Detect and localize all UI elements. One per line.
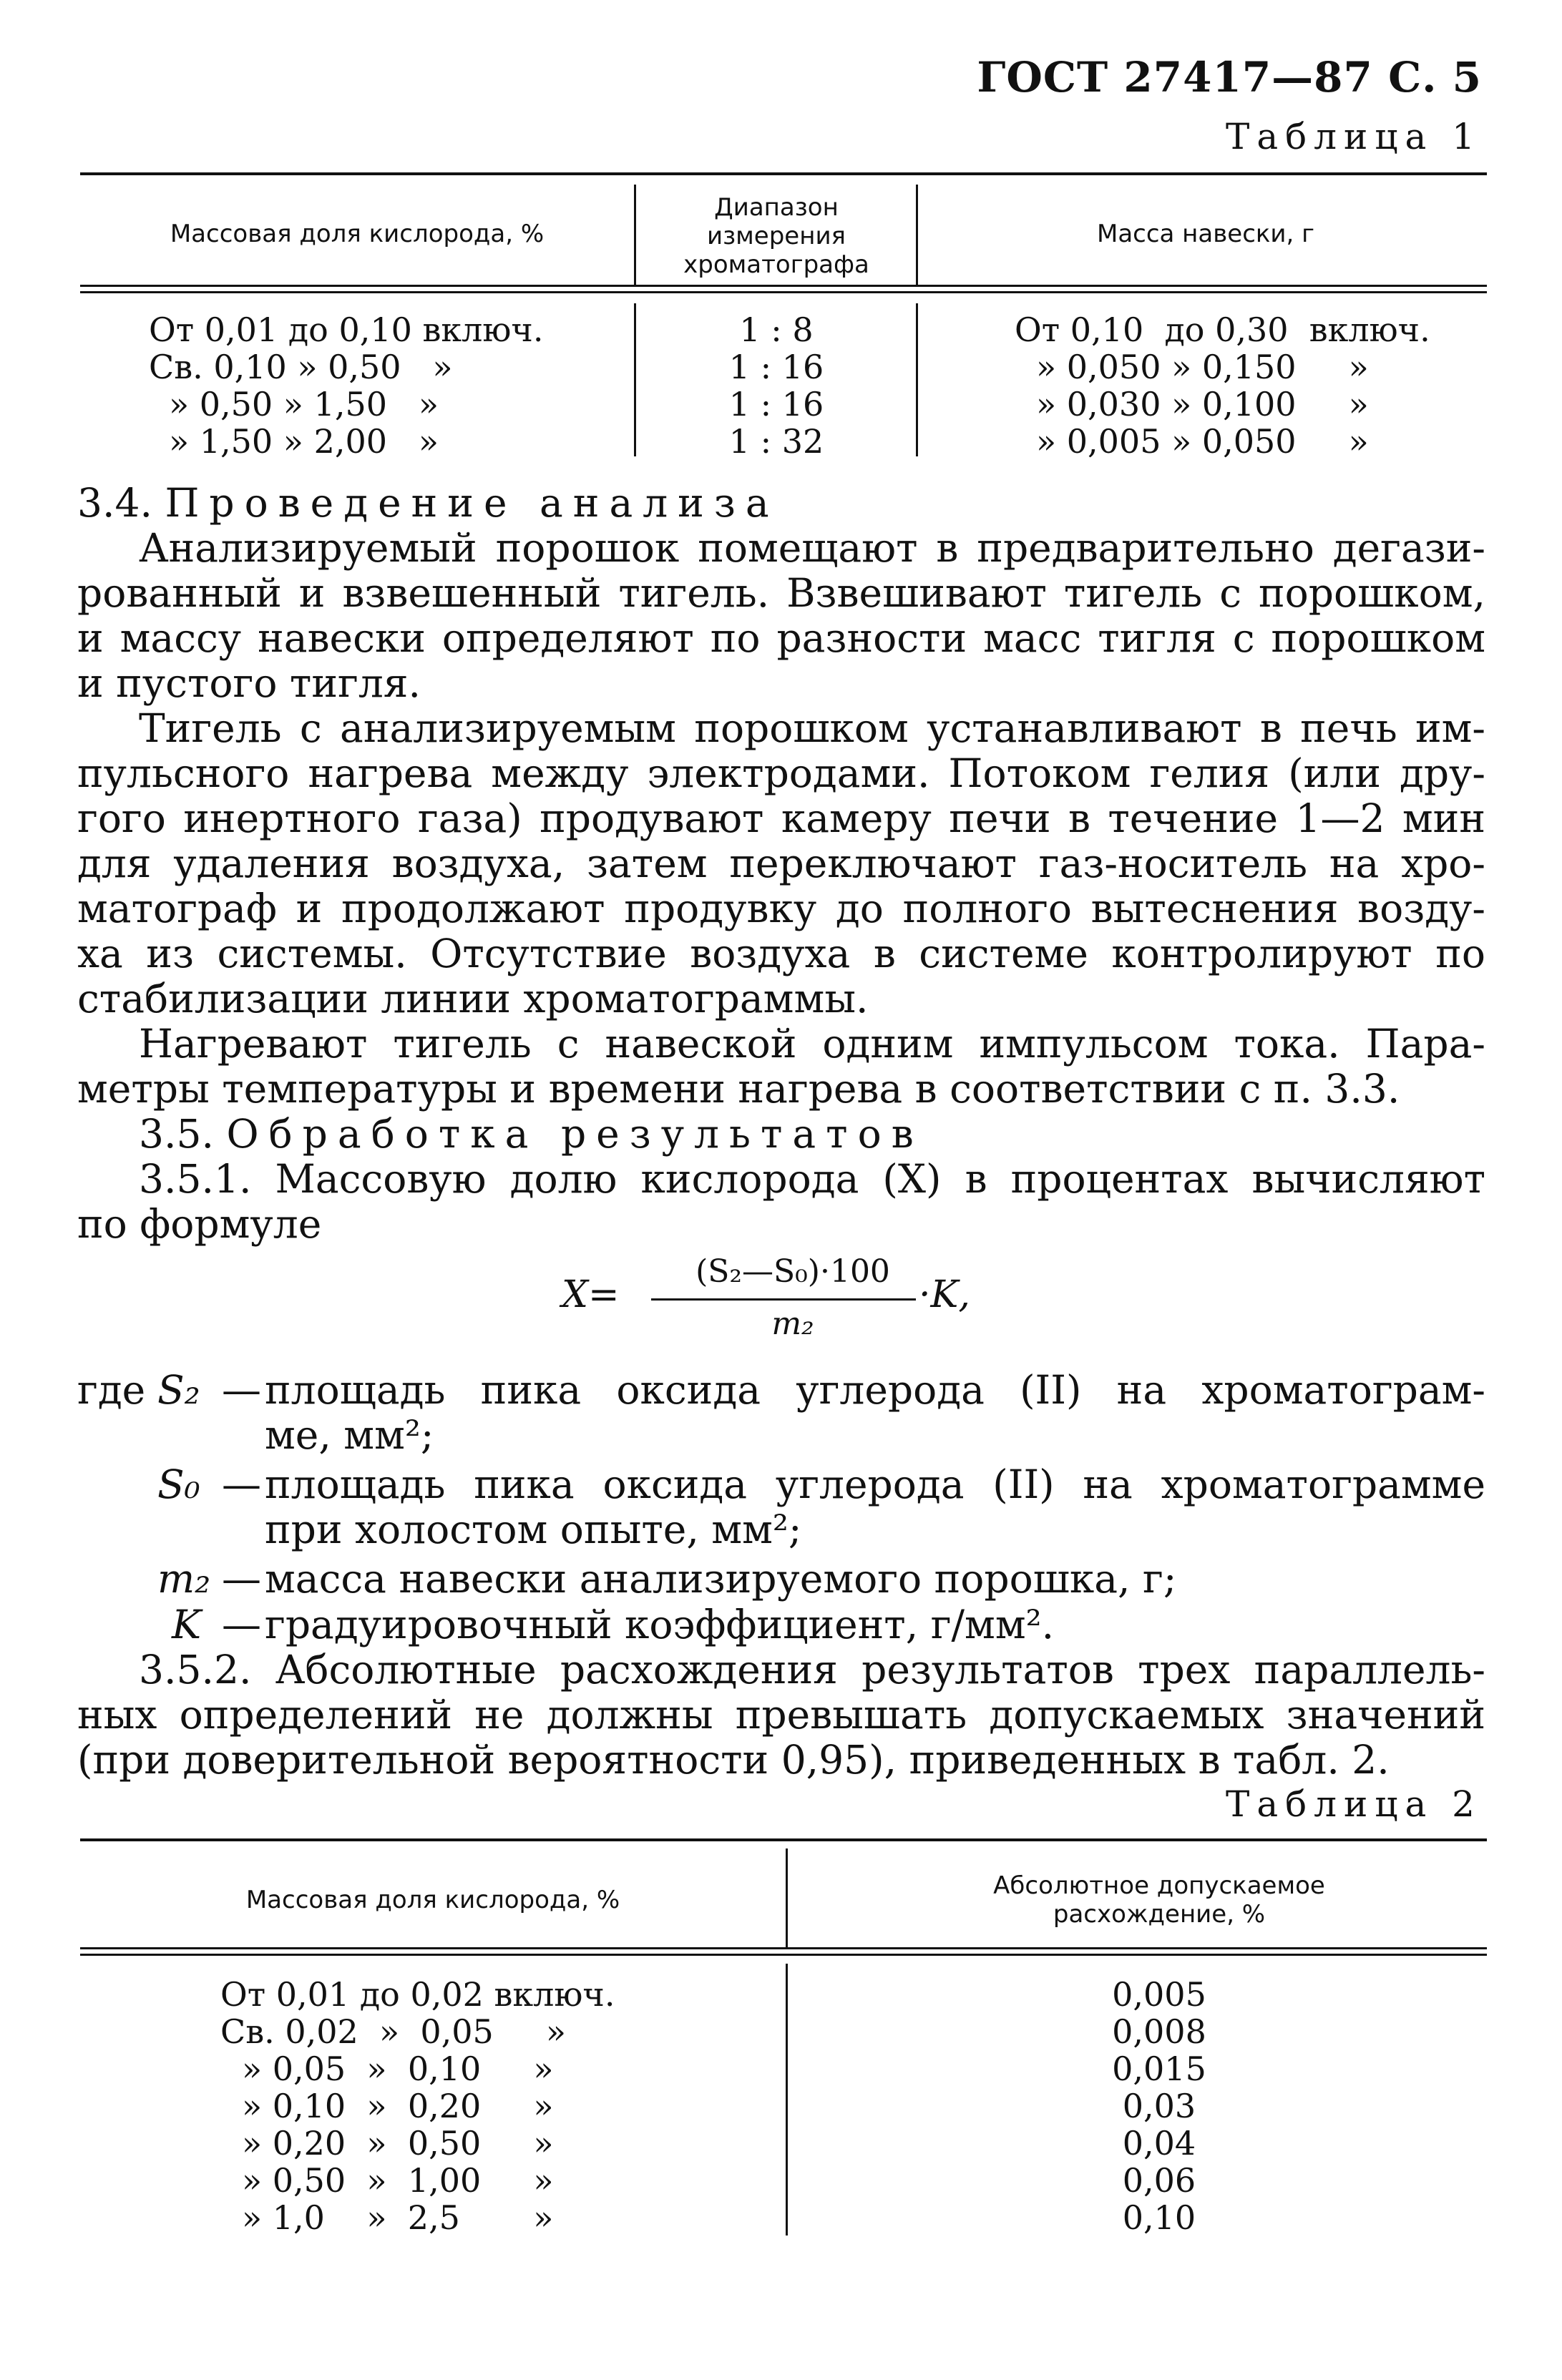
table2-header-mass-fraction: Массовая доля кислорода, % bbox=[245, 1886, 620, 1914]
table-cell: » 1,50 » 2,00 » bbox=[169, 422, 439, 461]
paragraph-line: и пустого тигля. bbox=[77, 660, 421, 706]
table-cell: 0,03 bbox=[1122, 2087, 1196, 2125]
table1-top-rule bbox=[80, 172, 1487, 175]
table-cell: » 0,20 » 0,50 » bbox=[242, 2124, 554, 2163]
table1-header-sample-mass: Масса навески, г bbox=[1096, 220, 1315, 248]
def-text: площадь пика оксида углерода (II) на хроматограмме bbox=[265, 1461, 1485, 1507]
section-heading bbox=[77, 1112, 1485, 1157]
table2-header-rule bbox=[80, 1947, 1487, 1949]
paragraph-line: для удаления воздуха, затем переключают газ-носитель на хро- bbox=[77, 841, 1485, 886]
def-dash: — bbox=[222, 1602, 261, 1647]
formula-denominator: m₂ bbox=[771, 1306, 814, 1342]
table2-col-divider bbox=[786, 1964, 788, 2235]
table2-header-rule bbox=[80, 1954, 1487, 1956]
table-cell: 0,015 bbox=[1112, 2050, 1206, 2088]
formula-lhs: X= bbox=[562, 1273, 620, 1316]
table-cell: 0,008 bbox=[1112, 2012, 1206, 2051]
formula-rhs: ·K, bbox=[919, 1273, 970, 1316]
section-3-5-2 bbox=[77, 1647, 1485, 1783]
def-symbol: S₀ bbox=[157, 1461, 200, 1507]
paragraph-line: рованный и взвешенный тигель. Взвешивают тигель с порошком, bbox=[77, 570, 1485, 616]
def-dash: — bbox=[222, 1556, 261, 1602]
paragraph-line: и массу навески определяют по разности масс тигля с порошком bbox=[77, 615, 1485, 661]
table-cell: » 0,05 » 0,10 » bbox=[242, 2050, 554, 2088]
heading-title: Обработка результатов bbox=[226, 1111, 924, 1157]
table2-caption: Таблица 2 bbox=[1225, 1783, 1482, 1825]
table2-col-divider bbox=[786, 1848, 788, 1947]
paragraph-line: Нагревают тигель с навеской одним импульсом тока. Пара- bbox=[139, 1021, 1485, 1067]
table-cell: 0,10 bbox=[1122, 2198, 1196, 2237]
table-cell: 1 : 8 bbox=[739, 310, 814, 349]
heading-title: Проведение анализа bbox=[165, 480, 779, 526]
table-cell: 1 : 16 bbox=[728, 348, 824, 386]
paragraph-line: 3.5.1. Массовую долю кислорода (X) в процентах вычисляют bbox=[139, 1156, 1485, 1202]
paragraph-line: матограф и продолжают продувку до полного вытеснения возду- bbox=[77, 886, 1485, 931]
paragraph-line: гого инертного газа) продувают камеру печи в течение 1—2 мин bbox=[77, 795, 1485, 841]
table1-col-divider bbox=[916, 303, 918, 456]
table-cell: От 0,01 до 0,10 включ. bbox=[149, 310, 544, 349]
paragraph-line: Анализируемый порошок помещают в предварительно дегази- bbox=[139, 525, 1485, 571]
table-cell: 0,04 bbox=[1122, 2124, 1196, 2163]
heading-number: 3.5. bbox=[139, 1111, 214, 1157]
table1-header-rule bbox=[80, 285, 1487, 287]
table-cell: » 0,030 » 0,100 » bbox=[1036, 385, 1369, 423]
section-heading bbox=[77, 481, 1485, 526]
def-dash: — bbox=[222, 1461, 261, 1507]
table1-caption: Таблица 1 bbox=[1225, 116, 1482, 157]
table-cell: 0,06 bbox=[1122, 2161, 1196, 2200]
paragraph-line: по формуле bbox=[77, 1201, 322, 1247]
where-word: где bbox=[77, 1367, 146, 1413]
def-text: ме, мм²; bbox=[265, 1412, 434, 1458]
table-cell: От 0,10 до 0,30 включ. bbox=[1015, 310, 1430, 349]
section-3-4 bbox=[77, 481, 1485, 1247]
paragraph-line: Тигель с анализируемым порошком устанавливают в печь им- bbox=[139, 705, 1485, 751]
def-symbol: K bbox=[172, 1602, 202, 1647]
paragraph-line: 3.5.2. Абсолютные расхождения результатов трех параллель- bbox=[139, 1647, 1485, 1693]
paragraph-line: пульсного нагрева между электродами. Потоком гелия (или дру- bbox=[77, 750, 1485, 796]
table1-header-range: Диапазон измерения хроматографа bbox=[683, 193, 869, 279]
table1-col-divider bbox=[634, 303, 636, 456]
table-cell: Св. 0,02 » 0,05 » bbox=[220, 2012, 567, 2051]
def-text: при холостом опыте, мм²; bbox=[265, 1507, 802, 1552]
table-cell: Св. 0,10 » 0,50 » bbox=[149, 348, 453, 386]
table1-header-mass-fraction: Массовая доля кислорода, % bbox=[170, 220, 545, 248]
def-symbol: m₂ bbox=[157, 1556, 211, 1602]
table-cell: От 0,01 до 0,02 включ. bbox=[220, 1975, 615, 2014]
table1-col-divider bbox=[916, 185, 918, 285]
table1-col-divider bbox=[634, 185, 636, 285]
def-text: площадь пика оксида углерода (II) на хроматограм- bbox=[265, 1367, 1485, 1413]
heading-number: 3.4. bbox=[77, 480, 152, 526]
paragraph-line: метры температуры и времени нагрева в соответствии с п. 3.3. bbox=[77, 1066, 1400, 1112]
table2-header-deviation: Абсолютное допускаемое расхождение, % bbox=[993, 1871, 1325, 1929]
page-header: ГОСТ 27417—87 С. 5 bbox=[977, 53, 1482, 102]
table2-top-rule bbox=[80, 1838, 1487, 1841]
def-text: градуировочный коэффициент, г/мм². bbox=[265, 1602, 1055, 1647]
table-cell: » 0,50 » 1,00 » bbox=[242, 2161, 554, 2200]
table-cell: » 1,0 » 2,5 » bbox=[242, 2198, 554, 2237]
table-cell: » 0,50 » 1,50 » bbox=[169, 385, 439, 423]
paragraph-line: (при доверительной вероятности 0,95), приведенных в табл. 2. bbox=[77, 1737, 1390, 1783]
def-dash: — bbox=[222, 1367, 261, 1413]
table-cell: » 0,005 » 0,050 » bbox=[1036, 422, 1369, 461]
table-cell: 0,005 bbox=[1112, 1975, 1206, 2014]
table1-header-rule bbox=[80, 291, 1487, 293]
def-text: масса навески анализируемого порошка, г; bbox=[265, 1556, 1177, 1602]
paragraph-line: стабилизации линии хроматограммы. bbox=[77, 976, 869, 1022]
table-cell: » 0,10 » 0,20 » bbox=[242, 2087, 554, 2125]
paragraph-line: ха из системы. Отсутствие воздуха в системе контролируют по bbox=[77, 931, 1485, 976]
table-cell: » 0,050 » 0,150 » bbox=[1036, 348, 1369, 386]
table-cell: 1 : 32 bbox=[728, 422, 824, 461]
paragraph-line: ных определений не должны превышать допускаемых значений bbox=[77, 1692, 1485, 1738]
table-cell: 1 : 16 bbox=[728, 385, 824, 423]
def-symbol: S₂ bbox=[157, 1367, 200, 1413]
fraction-bar bbox=[651, 1298, 916, 1301]
formula-numerator: (S₂—S₀)·100 bbox=[695, 1253, 890, 1290]
